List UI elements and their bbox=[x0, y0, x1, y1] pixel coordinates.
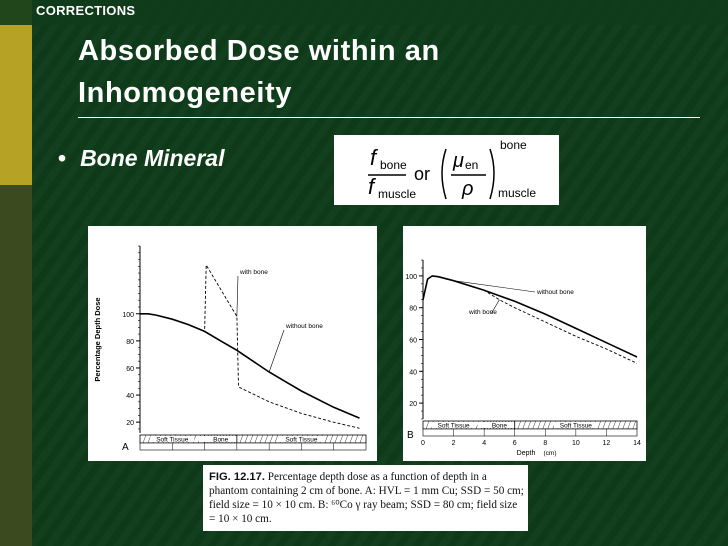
formula-sup: bone bbox=[500, 138, 527, 152]
chart-b-x-tick-label: 0 bbox=[421, 440, 425, 447]
formula-num: f bbox=[370, 145, 377, 170]
chart-b-layer-band-lower bbox=[423, 429, 637, 436]
chart-b-series-label: without bone bbox=[537, 289, 574, 296]
chart-b-layer-label: Bone bbox=[491, 422, 508, 430]
section-label: CORRECTIONS bbox=[36, 3, 136, 18]
chart-a-series-label: with bone bbox=[240, 269, 268, 276]
chart-a-y-tick-label: 100 bbox=[122, 311, 134, 319]
chart-b-x-tick-label: 14 bbox=[633, 440, 641, 447]
chart-b-series-label: with bone bbox=[469, 309, 497, 316]
chart-a-series-without-bone bbox=[140, 314, 360, 418]
chart-b-series-with-bone bbox=[423, 276, 637, 363]
chart-a-y-tick-label: 80 bbox=[126, 338, 134, 346]
bullet-item bbox=[58, 145, 224, 172]
chart-b-layer-label: Soft Tissue bbox=[559, 422, 592, 430]
chart-a-y-tick-label: 40 bbox=[126, 393, 134, 401]
chart-b bbox=[403, 226, 646, 461]
chart-b-x-tick-label: 10 bbox=[571, 440, 580, 447]
chart-b-layer-label: Soft Tissue bbox=[437, 422, 470, 430]
chart-b-x-axis-unit: (cm) bbox=[543, 450, 557, 457]
accent-bar bbox=[0, 0, 32, 185]
formula-rho: ρ bbox=[462, 178, 474, 200]
chart-b-panel-label: B bbox=[407, 430, 414, 441]
formula-image bbox=[334, 135, 559, 205]
chart-a-layer-band-lower bbox=[140, 443, 366, 450]
chart-b-series-leader bbox=[454, 281, 535, 292]
chart-b-y-tick-label: 100 bbox=[405, 273, 417, 281]
caption-fig-number: FIG. 12.17. bbox=[209, 471, 265, 483]
chart-a-series-label: without bone bbox=[286, 323, 323, 330]
chart-b-x-tick-label: 8 bbox=[543, 440, 548, 447]
figure-caption bbox=[209, 470, 524, 526]
formula-den-sub: muscle bbox=[378, 187, 417, 201]
chart-b-series-without-bone bbox=[423, 276, 637, 357]
chart-a bbox=[88, 226, 377, 461]
chart-b-y-tick-label: 80 bbox=[409, 305, 417, 313]
chart-a-series-leader bbox=[237, 276, 238, 316]
chart-b-x-tick-label: 2 bbox=[451, 440, 456, 447]
title-divider bbox=[78, 117, 700, 118]
title-line-2: Inhomogeneity bbox=[78, 77, 293, 109]
formula-sub: muscle bbox=[498, 186, 537, 200]
chart-b-y-tick-label: 20 bbox=[409, 401, 417, 409]
chart-a-y-axis-label: Percentage Depth Dose bbox=[93, 297, 102, 382]
chart-a-layer-label: Bone bbox=[213, 436, 229, 444]
title-line-1: Absorbed Dose within an bbox=[78, 35, 440, 67]
chart-a-panel-label: A bbox=[122, 442, 129, 453]
chart-a-layer-label: Soft Tissue bbox=[285, 436, 318, 444]
slide-title bbox=[78, 30, 440, 114]
chart-a-y-tick-label: 20 bbox=[126, 420, 134, 428]
chart-b-x-axis-label: Depth bbox=[516, 450, 536, 457]
chart-b-x-tick-label: 4 bbox=[482, 440, 487, 447]
chart-a-series-leader bbox=[269, 330, 284, 372]
formula-den: f bbox=[368, 174, 375, 199]
chart-b-y-tick-label: 40 bbox=[409, 369, 417, 377]
chart-a-y-tick-label: 60 bbox=[126, 365, 134, 373]
figure-caption-box bbox=[203, 465, 528, 531]
bullet-dot-icon: • bbox=[58, 145, 67, 171]
formula-mu: μ bbox=[453, 150, 464, 172]
bullet-text: Bone Mineral bbox=[80, 145, 225, 171]
chart-b-x-tick-label: 12 bbox=[602, 440, 611, 447]
chart-a-layer-label: Soft Tissue bbox=[156, 436, 189, 444]
chart-b-x-tick-label: 6 bbox=[512, 440, 517, 447]
formula-box bbox=[334, 135, 559, 205]
chart-a-panel bbox=[88, 226, 377, 461]
chart-b-panel bbox=[403, 226, 646, 461]
formula-mu-sub: en bbox=[465, 158, 479, 172]
formula-or: or bbox=[414, 164, 431, 184]
chart-b-y-tick-label: 60 bbox=[409, 337, 417, 345]
caption-body: Percentage depth dose as a function of depth in a phantom containing 2 cm of bone. A: HVL = 1 mm Cu; SSD = 50 cm; field size = 10 × 10 cm. B: ⁶⁰Co γ ray beam; SSD = 80 cm; field size = 10 × 10 cm. bbox=[209, 471, 524, 525]
formula-num-sub: bone bbox=[380, 158, 407, 172]
